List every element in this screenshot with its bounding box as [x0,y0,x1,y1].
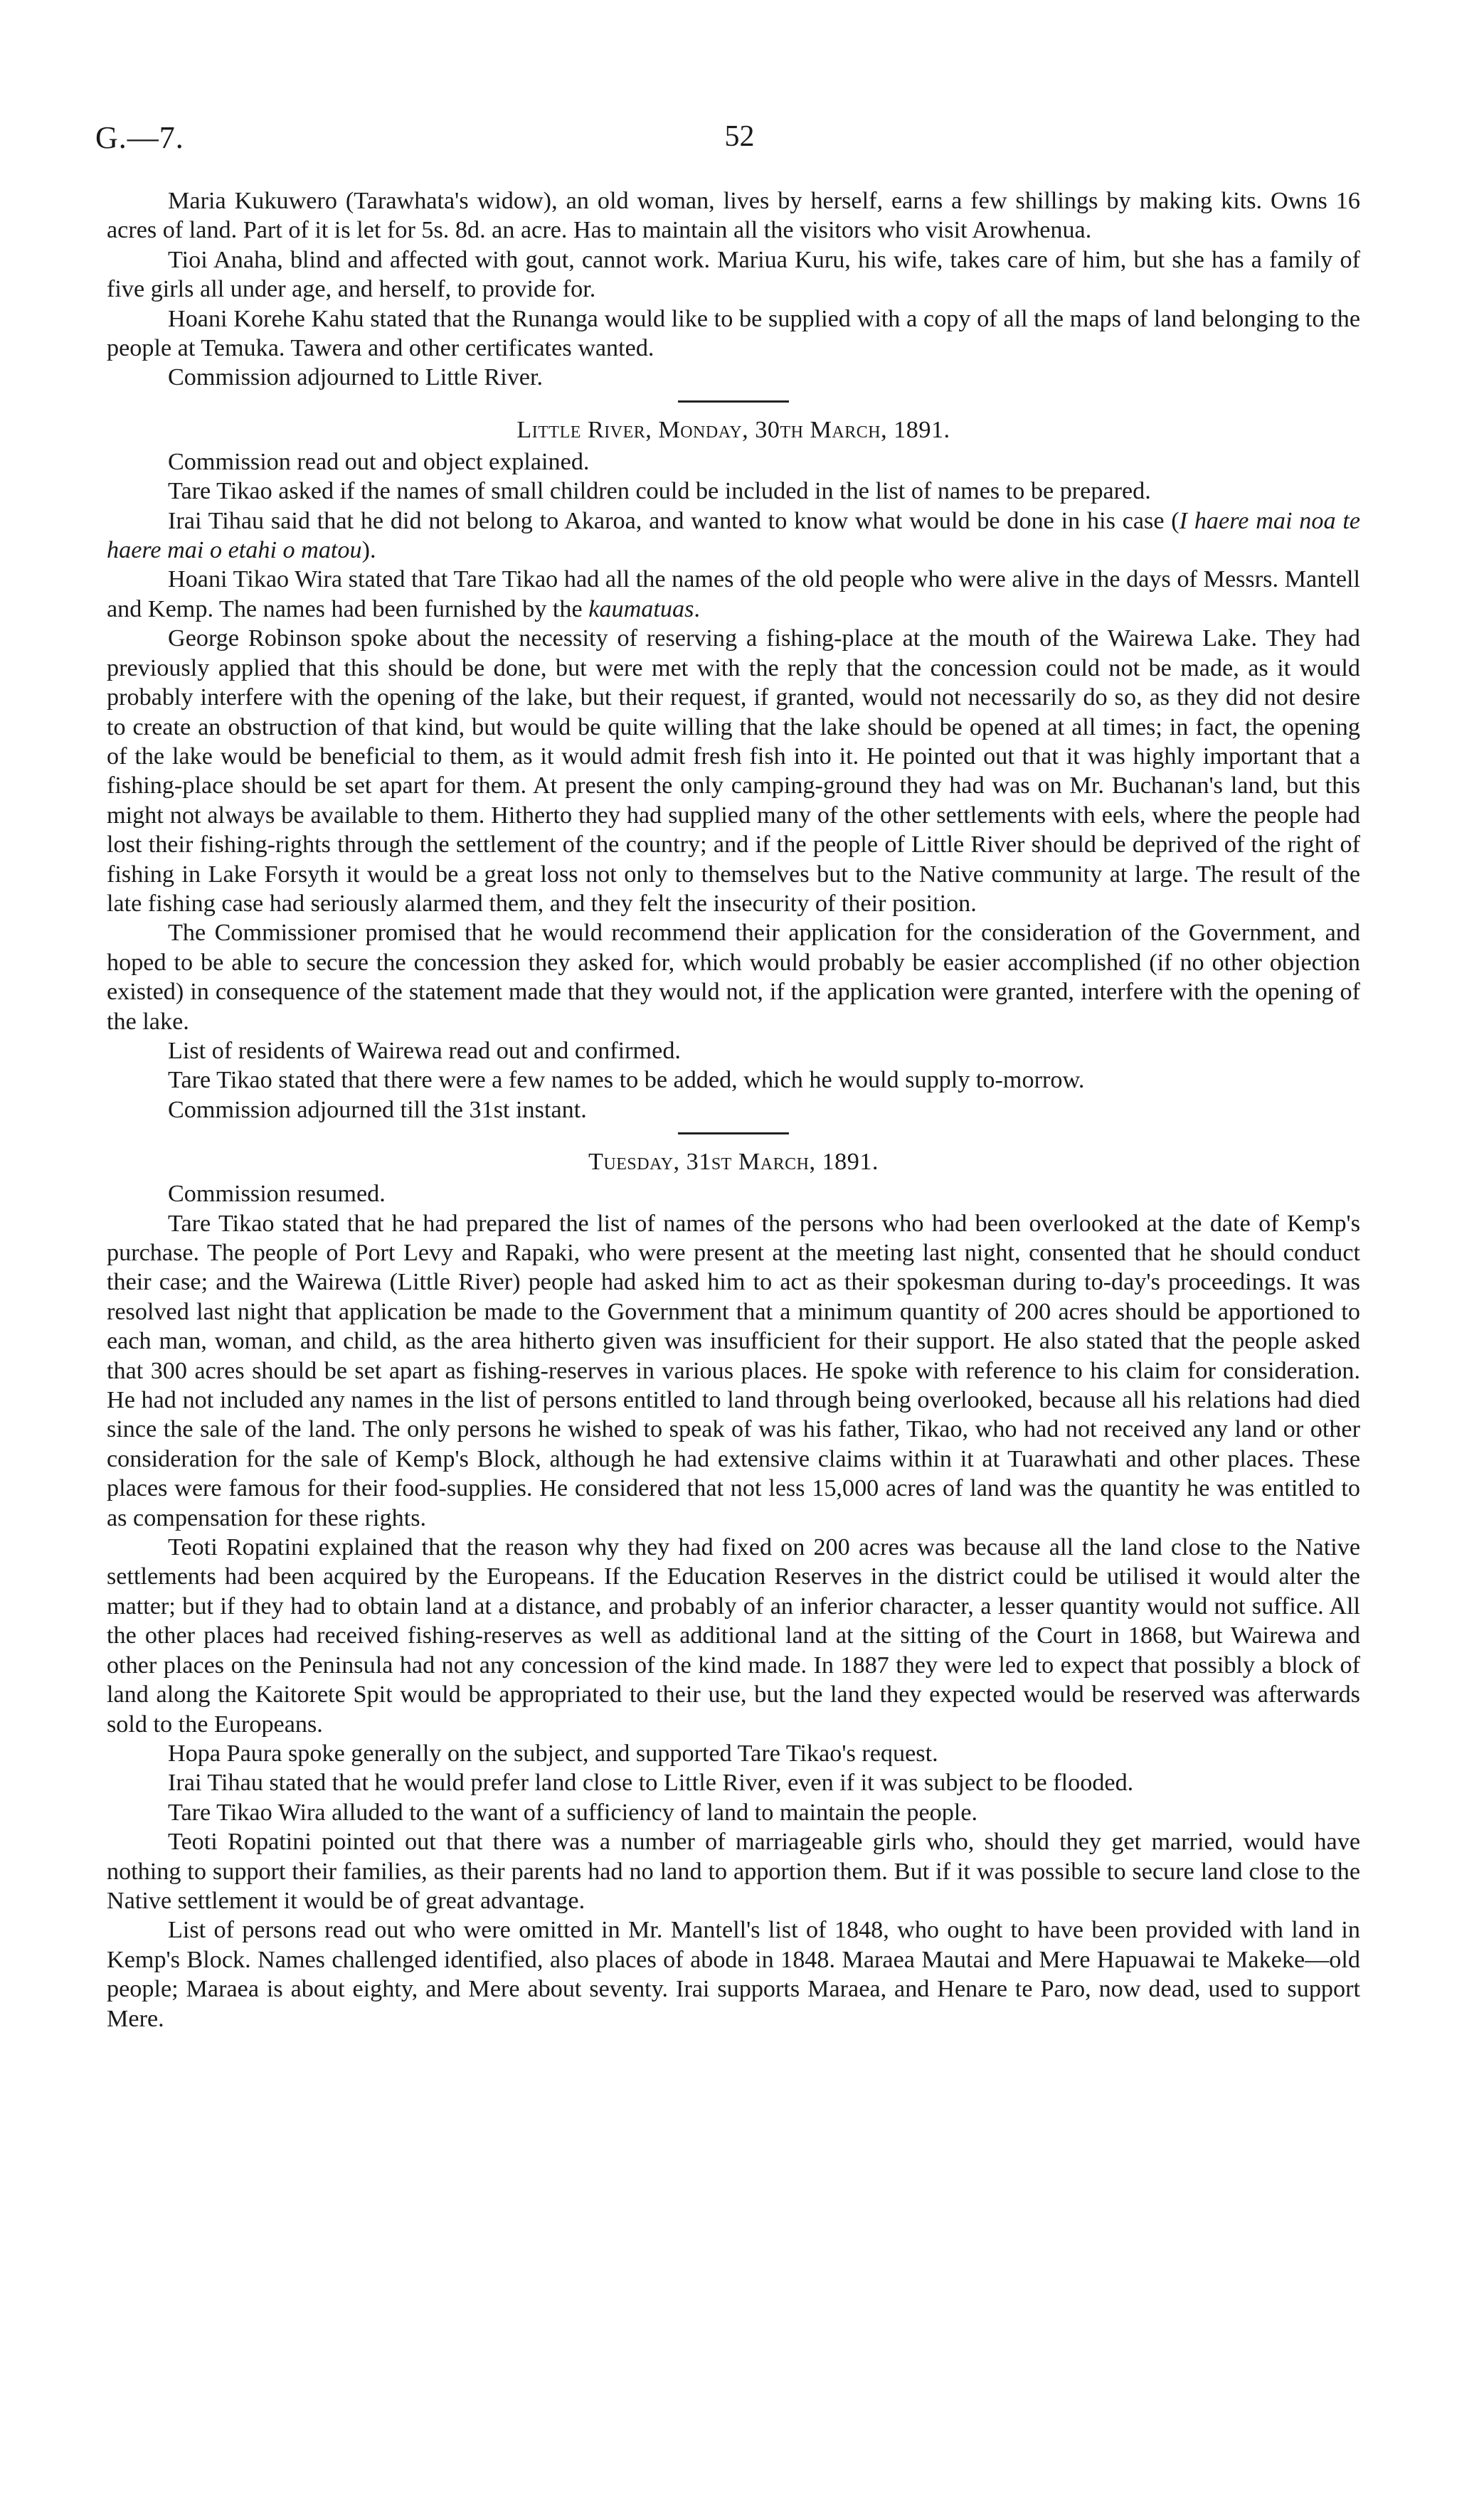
paragraph-tare-tikao-list: Tare Tikao stated that he had prepared the list of names of the persons who had been overlooked at the date of Kemp's purchase. The people of Port Levy and Rapaki, who were present at the meeting last night, consented that he should conduct their case; and the Wairewa (Little River) people had asked him to act as their spokesman during to-day's proceedings. It was resolved last night that application be made to the Government that a minimum quantity of 200 acres should be apportioned to each man, woman, and child, as the area hitherto given was insufficient for their support. He also stated that the people asked that 300 acres should be set apart as fishing-reserves in various places. He spoke with reference to his claim for consideration. He had not included any names in the list of persons entitled to land through being overlooked, because all his relations had died since the sale of the land. The only persons he wished to speak of was his father, Tikao, who had not received any land or other consideration for the sale of Kemp's Block, although he had extensive claims within it at Tuarawhati and other places. These places were famous for their food-supplies. He considered that not less 15,000 acres of land was the quantity he was entitled to as compensation for these rights. [107,1210,1360,1531]
paragraph-maria-kukuwero: Maria Kukuwero (Tarawhata's widow), an old woman, lives by herself, earns a few shillings by making kits. Owns 16 acres of land. Part of it is let for 5s. 8d. an acre. Has to maintain all the visitors who visit Arowhenua. [107,188,1360,244]
paragraph-tare-tikao-children: Tare Tikao asked if the names of small children could be included in the list of names to be prepared. [168,478,1151,505]
paragraph-commissioner-promise: The Commissioner promised that he would recommend their application for the consideration of the Government, and hoped to be able to secure the concession they asked for, which would probably be easier accomplished (if no other objection existed) in consequence of the statement made that they would not, if the application were granted, interfere with the opening of the lake. [107,920,1360,1035]
maori-quote: I haere mai noa te haere mai o etahi o matou [107,507,1360,564]
paragraph-commission-read-out: Commission read out and object explained. [168,448,590,475]
paragraph-commission-resumed: Commission resumed. [168,1181,386,1208]
paragraph-teoti-ropatini-200-acres: Teoti Ropatini explained that the reason why they had fixed on 200 acres was because all the land close to the Native settlements had been acquired by the Europeans. If the Education Reserves in the district could be utilised it would alter the matter; but if they had to obtain land at a distance, and probably of an inferior character, a lesser quantity would not suffice. All the other places had received fishing-reserves as well as additional land at the sitting of the Court in 1868, but Wairewa and other places on the Peninsula had not any concession of the kind made. In 1887 they were led to expect that possibly a block of land along the Kaitorete Spit would be appropriated to their use, but the land they expected would be reserved was afterwards sold to the Europeans. [107,1534,1360,1738]
paragraph-hoani-tikao-wira: Hoani Tikao Wira stated that Tare Tikao had all the names of the old people who were alive in the days of Messrs. Mantell and Kemp. The names had been furnished by the kaumatuas. [107,566,1360,622]
paragraph-names-to-add: Tare Tikao stated that there were a few names to be added, which he would supply to-morrow. [168,1067,1085,1094]
paragraph-irai-tihau-akaroa: Irai Tihau said that he did not belong to Akaroa, and wanted to know what would be done in his case (I haere mai noa te haere mai o etahi o matou). [107,507,1360,564]
paragraph-george-robinson: George Robinson spoke about the necessity of reserving a fishing-place at the mouth of the Wairewa Lake. They had previously applied that this should be done, but were met with the reply that the concession could not be made, as it would probably interfere with the opening of the lake, but their request, if granted, would not necessarily do so, as they did not desire to create an obstruction of that kind, but would be quite willing that the lake should be opened at all times; in fact, the opening of the lake would be beneficial to them, as it would admit fresh fish into it. He pointed out that it was highly important that a fishing-place should be set apart for them. At present the only camping-ground they had was on Mr. Buchanan's land, but this might not always be available to them. Hitherto they had supplied many of the other settlements with eels, where the people had lost their fishing-rights through the settlement of the country; and if the people of Little River should be deprived of the right of fishing in Lake Forsyth it would be a great loss not only to themselves but to the Native community at large. The result of the late fishing case had seriously alarmed them, and they felt the insecurity of their position. [107,625,1360,917]
page-number: 52 [724,120,755,153]
paragraph-hoani-korehe-kahu: Hoani Korehe Kahu stated that the Runanga would like to be supplied with a copy of all the maps of land belonging to the people at Temuka. Tawera and other certificates wanted. [107,305,1360,362]
maori-term: kaumatuas [588,595,694,622]
section-divider [107,1125,1360,1144]
document-reference: G.—7. [95,120,184,155]
paragraph-teoti-ropatini-girls: Teoti Ropatini pointed out that there was a number of marriageable girls who, should they get married, would have nothing to support their families, as their parents had no land to apportion them. But if it was possible to secure land close to the Native settlement it would be of great advantage. [107,1829,1360,1914]
paragraph-tare-tikao-wira: Tare Tikao Wira alluded to the want of a sufficiency of land to maintain the people. [168,1799,978,1826]
paragraph-tioi-anaha: Tioi Anaha, blind and affected with gout, cannot work. Mariua Kuru, his wife, takes care of him, but she has a family of five girls all under age, and herself, to provide for. [107,246,1360,303]
paragraph-adjourned-31st: Commission adjourned till the 31st instant. [168,1096,587,1123]
page-header [95,119,1384,162]
text-body [107,186,1360,2033]
paragraph-wairewa-list: List of residents of Wairewa read out and confirmed. [168,1037,681,1064]
paragraph-adjourned-little-river: Commission adjourned to Little River. [168,364,544,391]
section-divider [107,393,1360,413]
paragraph-hopa-paura: Hopa Paura spoke generally on the subject, and supported Tare Tikao's request. [168,1740,938,1767]
paragraph-list-omitted: List of persons read out who were omitted in Mr. Mantell's list of 1848, who ought to have been provided with land in Kemp's Block. Names challenged identified, also places of abode in 1848. Maraea Mautai and Mere Hapuawai te Makeke—old people; Maraea is about eighty, and Mere about seventy. Irai supports Maraea, and Henare te Paro, now dead, used to support Mere. [107,1917,1360,2032]
section-heading-little-river: Little River, Monday, 30th March, 1891. [516,416,950,443]
section-heading-tuesday: Tuesday, 31st March, 1891. [588,1149,879,1176]
paragraph-irai-tihau-flooded: Irai Tihau stated that he would prefer land close to Little River, even if it was subject to be flooded. [168,1770,1134,1797]
